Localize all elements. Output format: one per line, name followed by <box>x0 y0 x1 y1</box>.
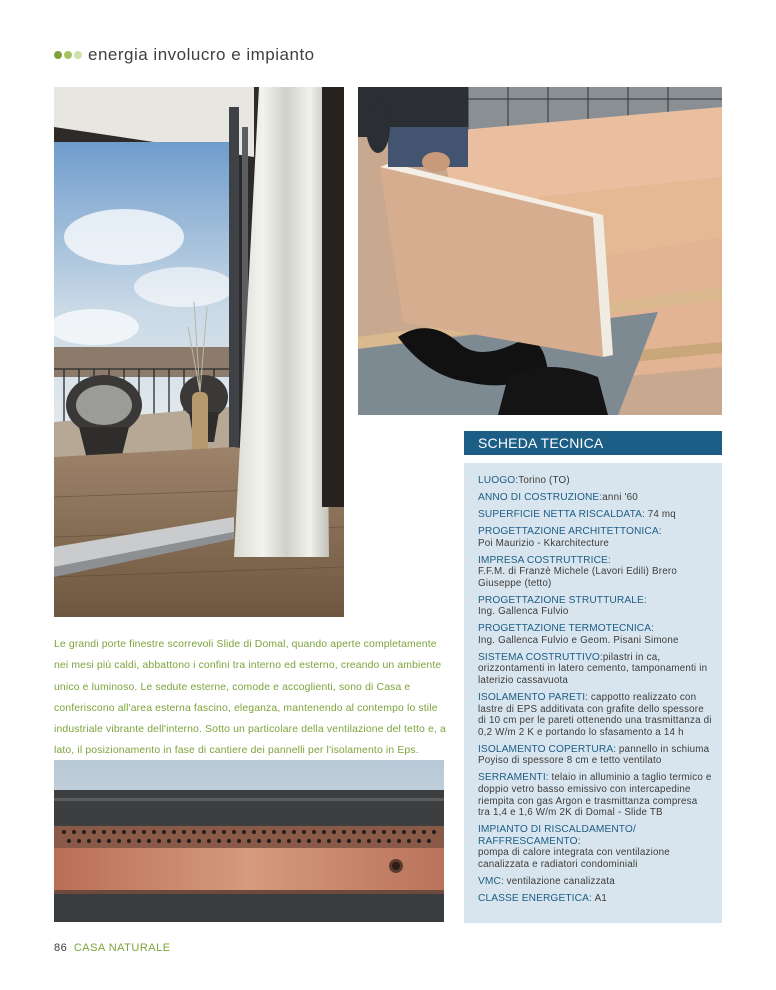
spec-label: IMPIANTO DI RISCALDAMENTO/ RAFFRESCAMENTO: <box>478 824 636 847</box>
spec-value: anni '60 <box>602 491 638 503</box>
header-dot-2 <box>64 51 72 59</box>
spec-entry-isolamento-copertura <box>478 744 712 767</box>
spec-value: Poi Maurizio - Kkarchitecture <box>478 537 610 549</box>
spec-entry-serramenti <box>478 772 712 818</box>
spec-value: Ing. Gallenca Fulvio e Geom. Pisani Simone <box>478 634 679 646</box>
spec-label: SERRAMENTI: <box>478 772 549 784</box>
magazine-name: CASA NATURALE <box>73 942 171 954</box>
spec-entry-vmc <box>478 876 712 888</box>
section-header <box>54 44 315 66</box>
section-title: energia involucro e impianto <box>88 45 315 64</box>
spec-label: IMPRESA COSTRUTTRICE: <box>478 554 611 566</box>
spec-entry-sistema-costruttivo <box>478 652 712 687</box>
spec-label: PROGETTAZIONE STRUTTURALE: <box>478 594 647 606</box>
spec-entry-impianto <box>478 824 712 870</box>
scheda-tecnica-box <box>464 463 722 923</box>
roof-insulation-photo <box>358 87 722 415</box>
scheda-tecnica-title: SCHEDA TECNICA <box>464 431 722 455</box>
spec-entry-progettazione-termotecnica <box>478 623 712 646</box>
page-footer <box>54 942 171 954</box>
spec-entry-progettazione-strutturale <box>478 595 712 618</box>
spec-value: cappotto realizzato con lastre di EPS additivata con grafite dello spessore di 10 cm per le pareti ottenendo una trasmittanza di 0,2 W/m 2 K e portando lo sfasamento a 14 h <box>478 692 712 738</box>
spec-entry-impresa <box>478 555 712 590</box>
spec-value: 74 mq <box>647 508 676 520</box>
header-dot-3 <box>74 51 82 59</box>
spec-entry-classe-energetica <box>478 893 712 905</box>
page-number: 86 <box>54 942 68 954</box>
spec-label: CLASSE ENERGETICA: <box>478 892 592 904</box>
spec-label: LUOGO: <box>478 475 519 486</box>
spec-label: SISTEMA COSTRUTTIVO: <box>478 651 603 663</box>
photo-caption: Le grandi porte finestre scorrevoli Slide di Domal, quando aperte completamente nei mesi più caldi, abbattono i confini tra interno ed esterno, creando un ambiente unico e luminoso. Le sedute esterne, comode e accoglienti, sono di Casa e conferiscono all'area esterna fascino, eleganza, mantenendo al contempo lo stile industriale vibrante dell'interno. Sotto un particolare della ventilazione del tetto e, a lato, il posizionamento in fase di cantiere dei pannelli per l'isolamento in Eps. <box>54 639 446 757</box>
spec-value: pompa di calore integrata con ventilazione canalizzata e radiatori condominiali <box>478 847 670 870</box>
spec-value: telaio in alluminio a taglio termico e doppio vetro basso emissivo con intercapedine riempita con gas Argon e trasmittanza compresa tra 1,4 e 1,6 W/m 2K di Domal - Slide TB <box>478 772 712 819</box>
spec-label: ISOLAMENTO COPERTURA: <box>478 743 617 755</box>
spec-value: Ing. Gallenca Fulvio <box>478 606 569 618</box>
spec-entry-anno <box>478 492 712 504</box>
spec-label: PROGETTAZIONE ARCHITETTONICA: <box>478 525 662 537</box>
spec-label: VMC: <box>478 875 504 887</box>
spec-label: PROGETTAZIONE TERMOTECNICA: <box>478 623 655 635</box>
spec-value: ventilazione canalizzata <box>506 875 615 887</box>
spec-value: A1 <box>594 892 608 904</box>
spec-entry-superficie <box>478 509 712 521</box>
spec-label: ANNO DI COSTRUZIONE: <box>478 491 603 503</box>
spec-entry-luogo <box>478 475 712 487</box>
header-dot-1 <box>54 51 62 59</box>
spec-value: pilastri in ca, orizzontamenti in latero cemento, tamponamenti in laterizio cassavuota <box>478 651 708 687</box>
spec-entry-progettazione-architettonica <box>478 526 712 549</box>
spec-label: ISOLAMENTO PARETI: <box>478 692 589 704</box>
spec-value: Torino (TO) <box>518 475 570 486</box>
roof-ventilation-photo <box>54 760 444 922</box>
terrace-photo <box>54 87 344 617</box>
spec-value: F.F.M. di Franzè Michele (Lavori Edili) Brero Giuseppe (tetto) <box>478 566 678 589</box>
spec-entry-isolamento-pareti <box>478 692 712 738</box>
spec-value: pannello in schiuma Poyiso di spessore 8 cm e tetto ventilato <box>478 743 710 767</box>
spec-label: SUPERFICIE NETTA RISCALDATA: <box>478 508 645 520</box>
